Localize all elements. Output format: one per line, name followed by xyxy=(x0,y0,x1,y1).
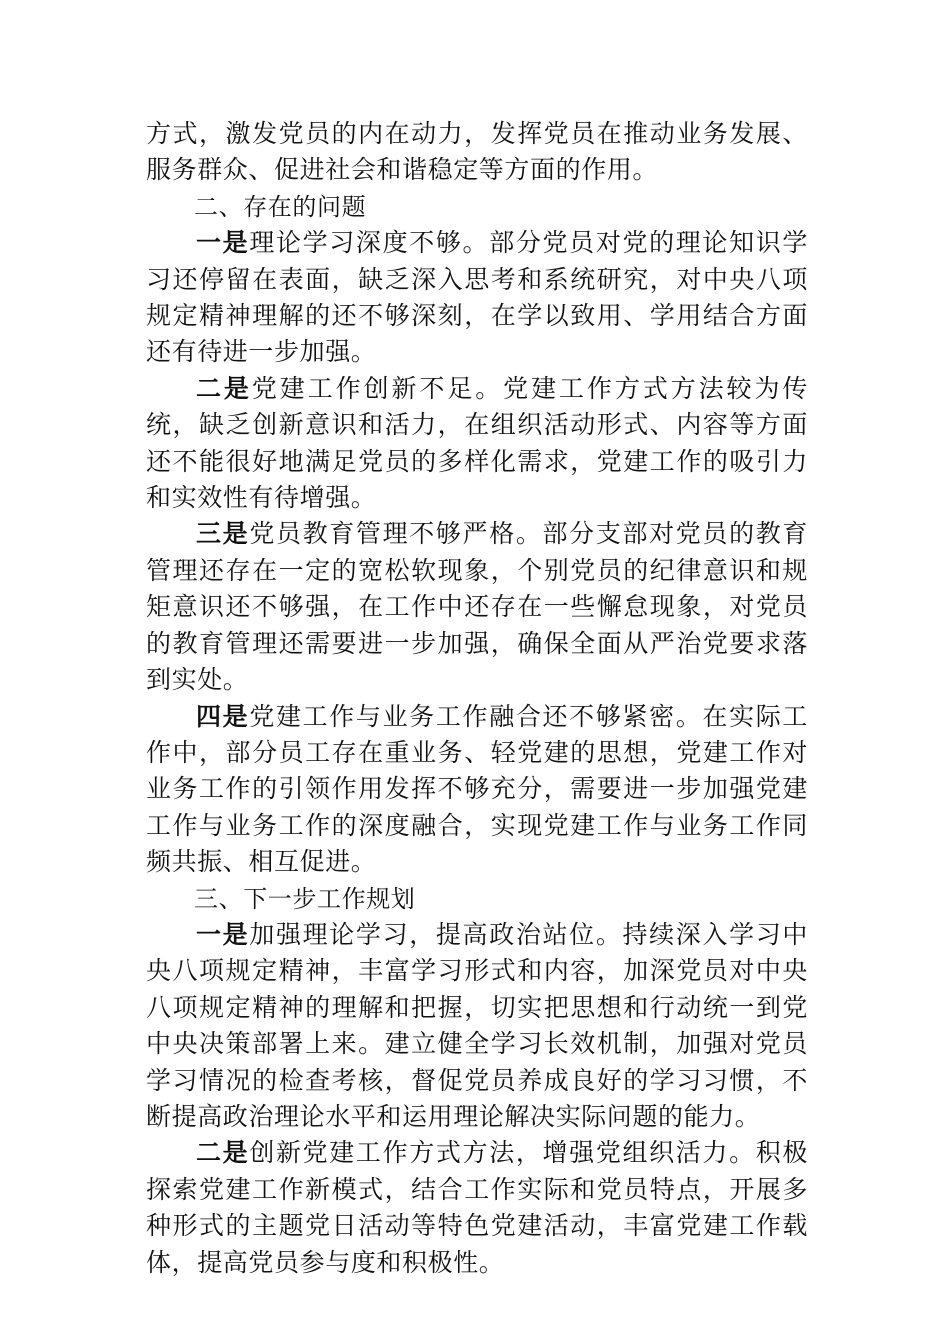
item-lead: 二是 xyxy=(196,1138,250,1168)
problem-item-1 xyxy=(146,225,808,371)
item-lead: 一是 xyxy=(196,228,250,258)
item-text: 党建工作创新不足。党建工作方式方法较为传统，缺乏创新意识和活力，在组织活动形式、内容等方面还不能很好地满足党员的多样化需求，党建工作的吸引力和实效性有待增强。 xyxy=(146,373,808,513)
item-text: 理论学习深度不够。部分党员对党的理论知识学习还停留在表面，缺乏深入思考和系统研究，对中央八项规定精神理解的还不够深刻，在学以致用、学用结合方面还有待进一步加强。 xyxy=(146,228,808,367)
problem-item-2 xyxy=(146,371,808,517)
item-lead: 二是 xyxy=(196,373,252,403)
item-text: 加强理论学习，提高政治站位。持续深入学习中央八项规定精神，丰富学习形式和内容，加深党员对中央八项规定精神的理解和把握，切实把思想和行动统一到党中央决策部署上来。建立健全学习长效机制，加强对党员学习情况的检查考核，督促党员养成良好的学习习惯，不断提高政治理论水平和运用理论解决实际问题的能力。 xyxy=(146,919,808,1131)
section-heading-plan: 三、下一步工作规划 xyxy=(194,884,416,913)
plan-item-1 xyxy=(146,917,808,1135)
item-lead: 四是 xyxy=(196,701,250,731)
item-text: 党员教育管理不够严格。部分支部对党员的教育管理还存在一定的宽松软现象，个别党员的纪律意识和规矩意识还不够强，在工作中还存在一些懈怠现象，对党员的教育管理还需要进一步加强，确保全面从严治党要求落到实处。 xyxy=(146,519,808,695)
opening-paragraph: 方式，激发党员的内在动力，发挥党员在推动业务发展、服务群众、促进社会和谐稳定等方面的作用。 xyxy=(146,119,808,185)
section-heading-problems: 二、存在的问题 xyxy=(194,192,367,221)
problem-item-3 xyxy=(146,516,808,698)
item-lead: 一是 xyxy=(196,919,250,949)
document-page xyxy=(146,116,808,1281)
item-text: 党建工作与业务工作融合还不够紧密。在实际工作中，部分员工存在重业务、轻党建的思想，党建工作对业务工作的引领作用发挥不够充分，需要进一步加强党建工作与业务工作的深度融合，实现党建工作与业务工作同频共振、相互促进。 xyxy=(146,701,808,877)
item-lead: 三是 xyxy=(196,519,250,549)
plan-item-2 xyxy=(146,1135,808,1281)
problem-item-4 xyxy=(146,699,808,881)
item-text: 创新党建工作方式方法，增强党组织活力。积极探索党建工作新模式，结合工作实际和党员特点，开展多种形式的主题党日活动等特色党建活动，丰富党建工作载体，提高党员参与度和积极性。 xyxy=(146,1138,808,1277)
